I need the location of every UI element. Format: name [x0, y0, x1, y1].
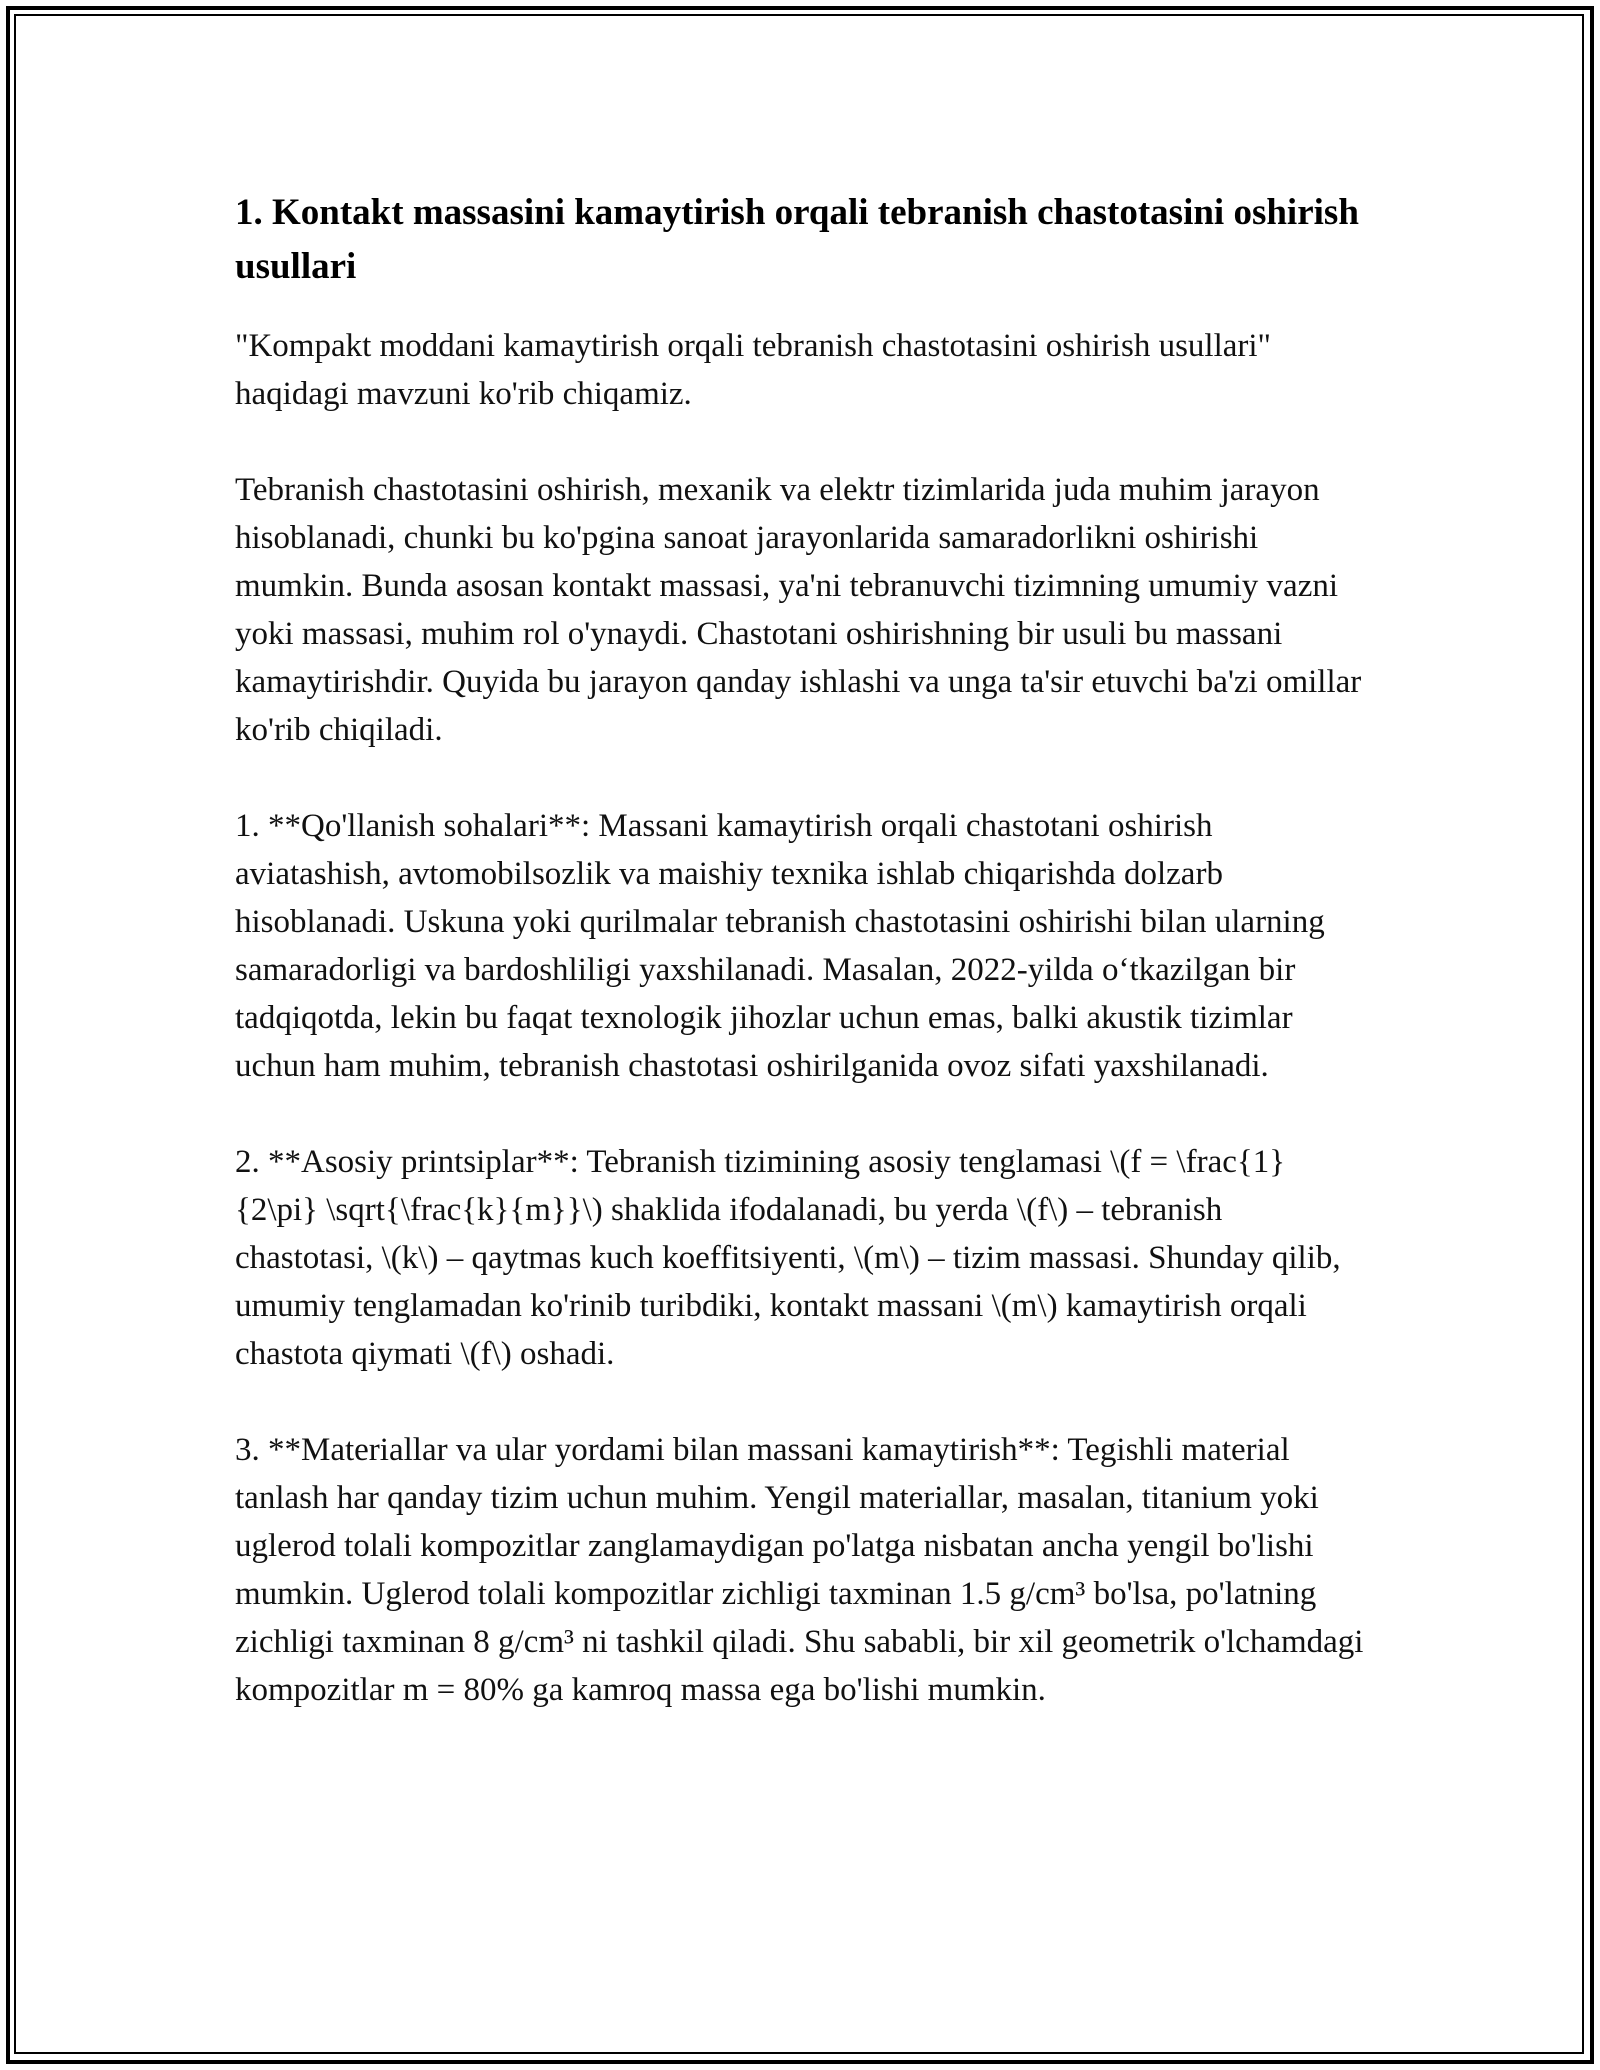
section-heading: 1. Kontakt massasini kamaytirish orqali tebranish chastotasini oshirish usullari — [235, 192, 1359, 287]
document-body — [235, 186, 1365, 1762]
list-item-principles: 2. **Asosiy printsiplar**: Tebranish tizimining asosiy tenglamasi \(f = \frac{1}{2\pi} \sqrt{\frac{k}{m}}\) shaklida ifodalanadi, bu yerda \(f\) – tebranish chastotasi, \(k\) – qaytmas kuch koeffitsiyenti, \(m\) – tizim massasi. Shunday qilib, umumiy tenglamadan ko'rinib turibdiki, kontakt massani \(m\) kamaytirish orqali chastota qiymati \(f\) oshadi. — [235, 1144, 1341, 1372]
list-item-applications: 1. **Qo'llanish sohalari**: Massani kamaytirish orqali chastotani oshirish aviatashish, avtomobilsozlik va maishiy texnika ishlab chiqarishda dolzarb hisoblanadi. Uskuna yoki qurilmalar tebranish chastotasini oshirishi bilan ularning samaradorligi va bardoshliligi yaxshilanadi. Masalan, 2022-yilda o‘tkazilgan bir tadqiqotda, lekin bu faqat texnologik jihozlar uchun emas, balki akustik tizimlar uchun ham muhim, tebranish chastotasi oshirilganida ovoz sifati yaxshilanadi. — [235, 808, 1325, 1084]
intro-paragraph: "Kompakt moddani kamaytirish orqali tebranish chastotasini oshirish usullari" haqidagi mavzuni ko'rib chiqamiz. — [235, 328, 1272, 412]
list-item-materials: 3. **Materiallar va ular yordami bilan massani kamaytirish**: Tegishli material tanlash har qanday tizim uchun muhim. Yengil materiallar, masalan, titanium yoki uglerod tolali kompozitlar zanglamaydigan po'latga nisbatan ancha yengil bo'lishi mumkin. Uglerod tolali kompozitlar zichligi taxminan 1.5 g/cm³ bo'lsa, po'latning zichligi taxminan 8 g/cm³ ni tashkil qiladi. Shu sababli, bir xil geometrik o'lchamdagi kompozitlar m = 80% ga kamroq massa ega bo'lishi mumkin. — [235, 1432, 1364, 1708]
overview-paragraph: Tebranish chastotasini oshirish, mexanik va elektr tizimlarida juda muhim jarayon hisoblanadi, chunki bu ko'pgina sanoat jarayonlarida samaradorlikni oshirishi mumkin. Bunda asosan kontakt massasi, ya'ni tebranuvchi tizimning umumiy vazni yoki massasi, muhim rol o'ynaydi. Chastotani oshirishning bir usuli bu massani kamaytirishdir. Quyida bu jarayon qanday ishlashi va unga ta'sir etuvchi ba'zi omillar ko'rib chiqiladi. — [235, 472, 1362, 748]
